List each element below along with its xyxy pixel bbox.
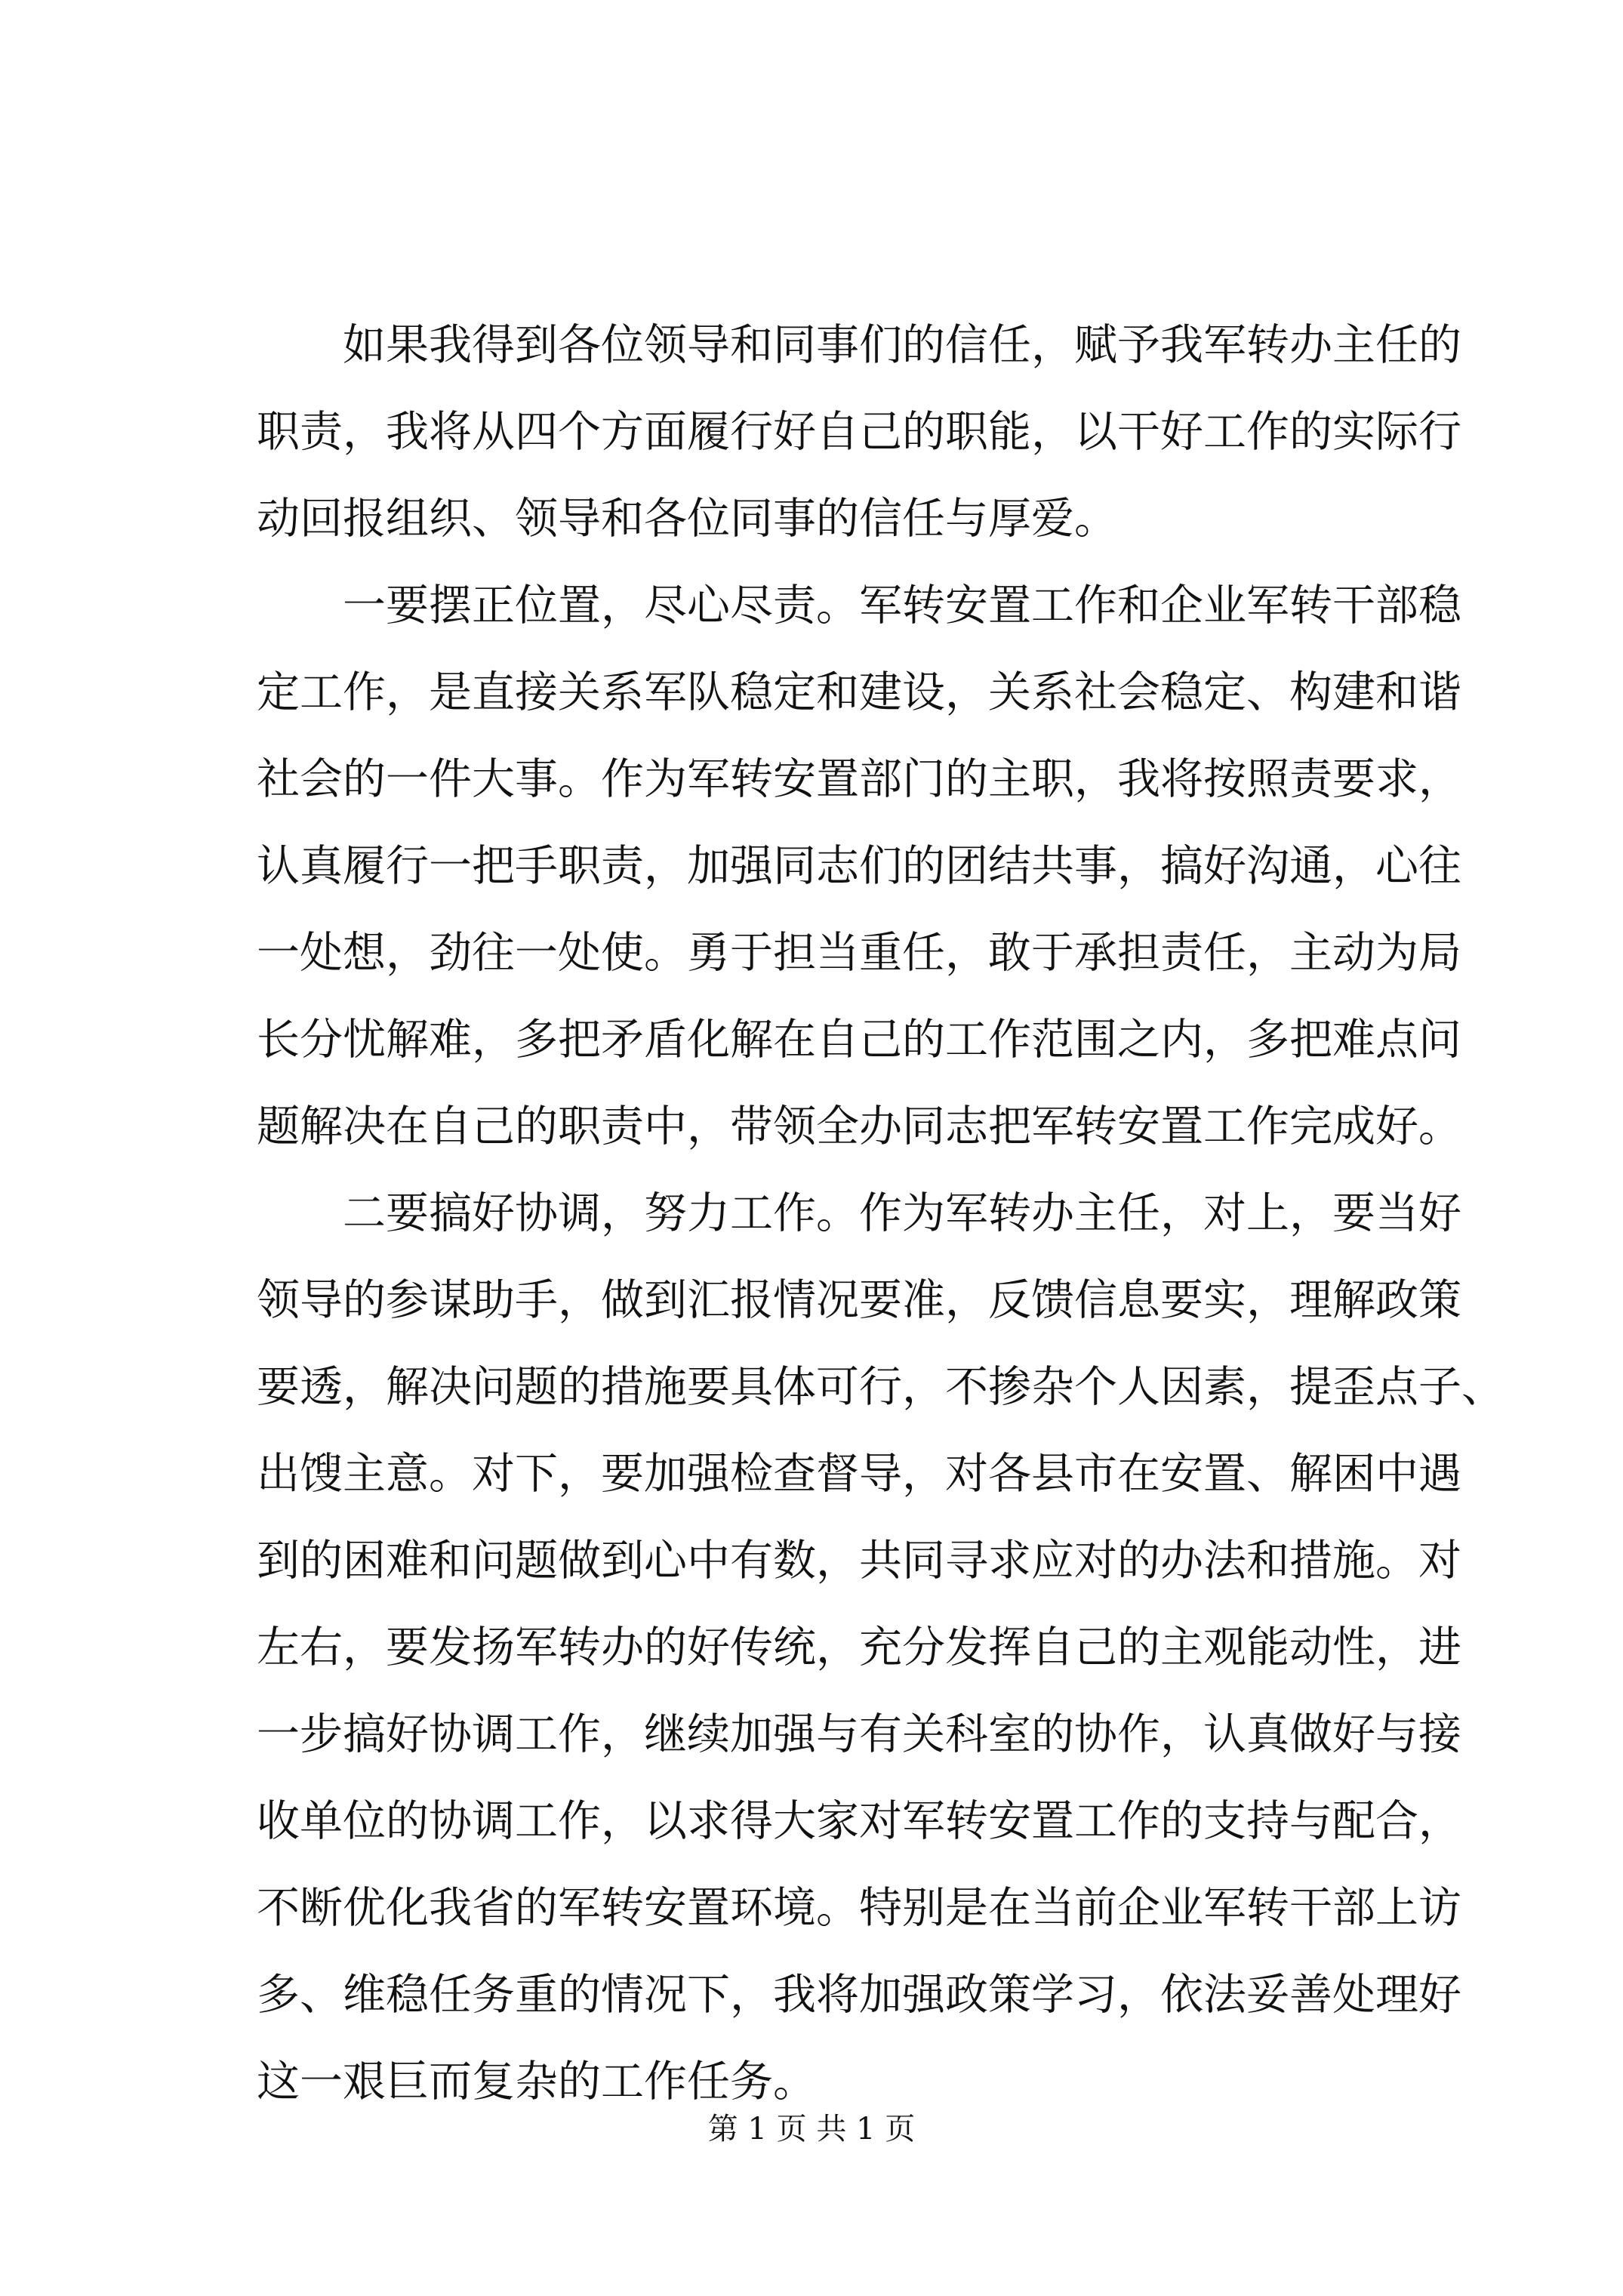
paragraph-3-line-1: 二要搞好协调，努力工作。作为军转办主任，对上，要当好 xyxy=(343,1188,1461,1238)
paragraph-3-line-2: 领导的参谋助手，做到汇报情况要准，反馈信息要实，理解政策 xyxy=(257,1275,1461,1325)
paragraph-2-line-5: 一处想，劲往一处使。勇于担当重任，敢于承担责任，主动为局 xyxy=(257,928,1461,978)
paragraph-2-line-2: 定工作，是直接关系军队稳定和建设，关系社会稳定、构建和谐 xyxy=(257,667,1461,717)
paragraph-3-line-3: 要透，解决问题的措施要具体可行，不掺杂个人因素，提歪点子、 xyxy=(257,1362,1504,1412)
paragraph-3-line-5: 到的困难和问题做到心中有数，共同寻求应对的办法和措施。对 xyxy=(257,1536,1461,1586)
paragraph-3-line-8: 收单位的协调工作，以求得大家对军转安置工作的支持与配合， xyxy=(257,1796,1461,1846)
paragraph-3-line-6: 左右，要发扬军转办的好传统，充分发挥自己的主观能动性，进 xyxy=(257,1623,1461,1672)
paragraph-3-line-4: 出馊主意。对下，要加强检查督导，对各县市在安置、解困中遇 xyxy=(257,1449,1461,1499)
paragraph-2-line-1: 一要摆正位置，尽心尽责。军转安置工作和企业军转干部稳 xyxy=(343,581,1461,630)
paragraph-2-line-4: 认真履行一把手职责，加强同志们的团结共事，搞好沟通，心往 xyxy=(257,841,1461,891)
paragraph-1-line-1: 如果我得到各位领导和同事们的信任，赋予我军转办主任的 xyxy=(343,320,1461,370)
paragraph-3-line-10: 多、维稳任务重的情况下，我将加强政策学习，依法妥善处理好 xyxy=(257,1970,1461,2020)
paragraph-2-line-7: 题解决在自己的职责中，带领全办同志把军转安置工作完成好。 xyxy=(257,1102,1461,1151)
paragraph-2-line-3: 社会的一件大事。作为军转安置部门的主职，我将按照责要求， xyxy=(257,754,1461,804)
document-body xyxy=(257,302,1504,2125)
paragraph-2-line-6: 长分忧解难，多把矛盾化解在自己的工作范围之内，多把难点问 xyxy=(257,1015,1461,1065)
paragraph-3-line-11: 这一艰巨而复杂的工作任务。 xyxy=(257,2057,816,2106)
paragraph-3-line-9: 不断优化我省的军转安置环境。特别是在当前企业军转干部上访 xyxy=(257,1883,1461,1933)
page-footer xyxy=(0,2106,1623,2152)
paragraph-3-line-7: 一步搞好协调工作，继续加强与有关科室的协作，认真做好与接 xyxy=(257,1709,1461,1759)
paragraph-1-line-2: 职责，我将从四个方面履行好自己的职能，以干好工作的实际行 xyxy=(257,407,1461,457)
page-number-label: 第 1 页 共 1 页 xyxy=(707,2112,916,2147)
paragraph-1-line-3: 动回报组织、领导和各位同事的信任与厚爱。 xyxy=(257,494,1117,544)
